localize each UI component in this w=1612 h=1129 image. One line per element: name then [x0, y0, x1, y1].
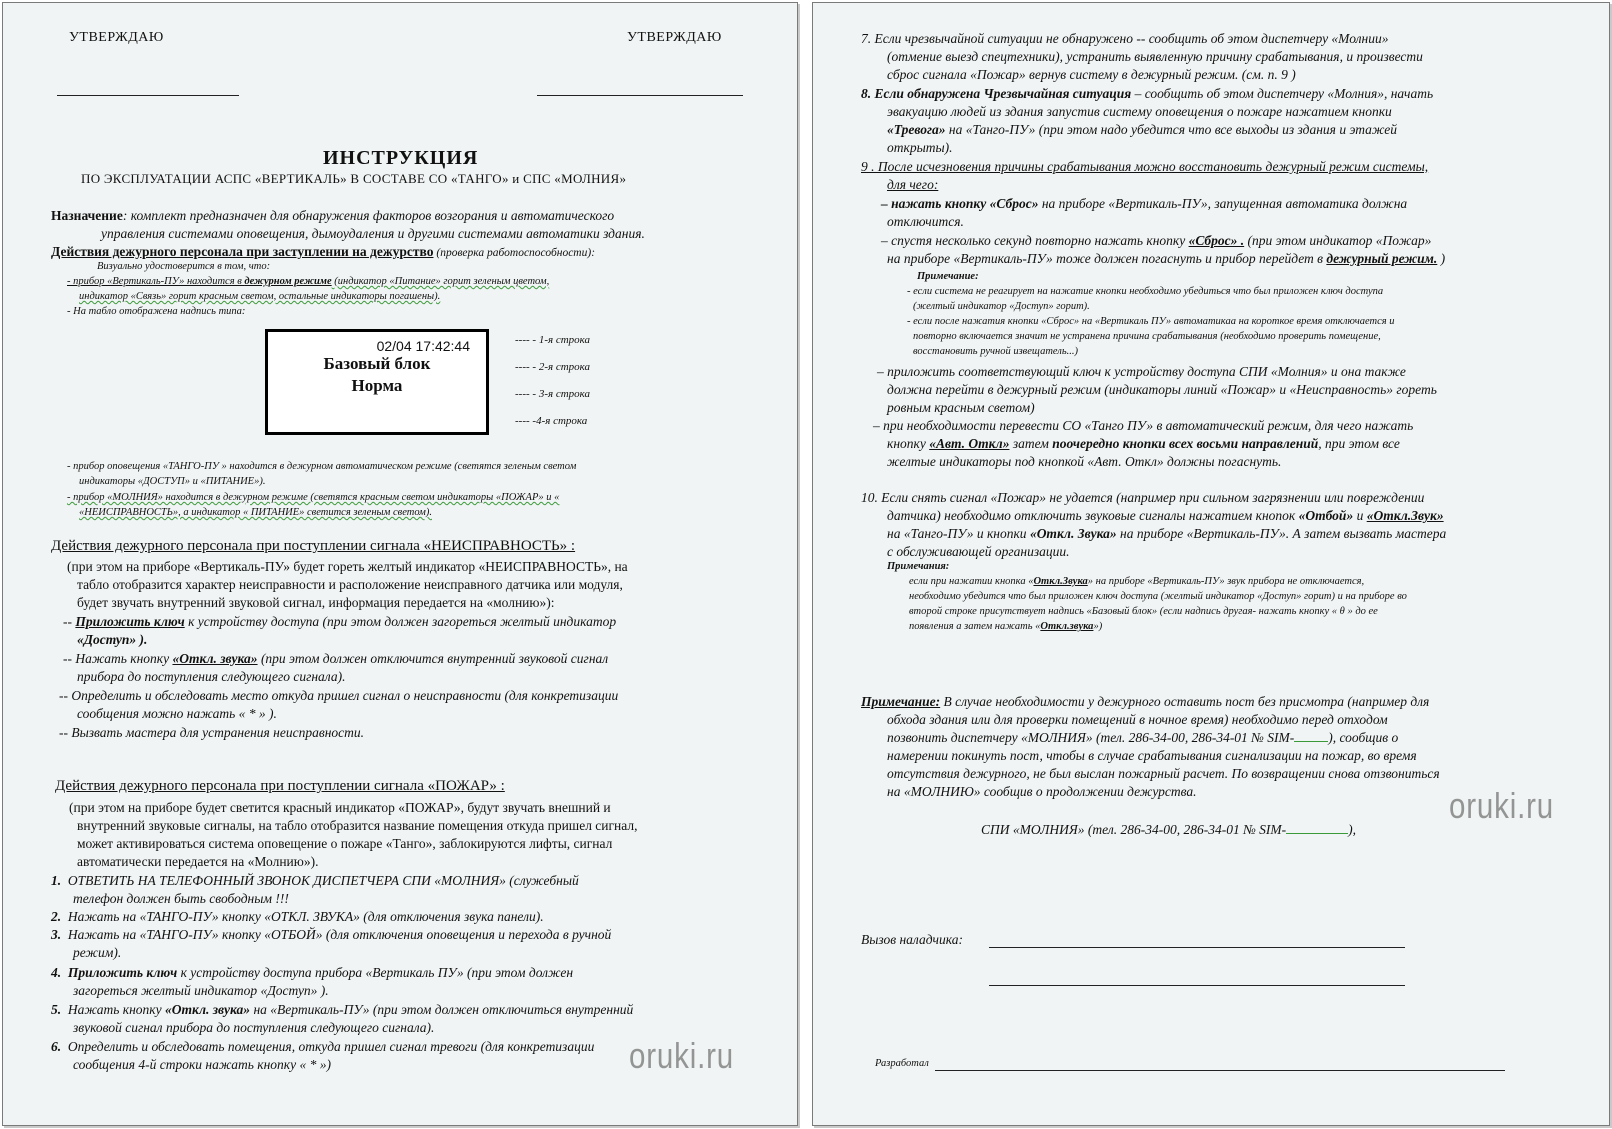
note-1-heading: Примечание:	[917, 271, 979, 282]
reset-step-3b: должна перейти в дежурный режим (индикаторы линий «Пожар» и «Неисправность» гореть	[887, 382, 1437, 397]
fire-heading: Действия дежурного персонала при поступлении сигнала «ПОЖАР» :	[55, 778, 505, 794]
fault-item-3b: сообщения можно нажать « * » ).	[77, 706, 277, 721]
item-8-line-1: 8. Если обнаружена Чрезвычайная ситуация – сообщить об этом диспетчеру «Молния», начать	[861, 86, 1434, 101]
row-label-3: ---- - 3-я строка	[515, 388, 591, 400]
fire-item-6: 6. Определить и обследовать помещения, откуда пришел сигнал тревоги (для конкретизации	[51, 1039, 595, 1054]
reset-step-4: – при необходимости перевести СО «Танго ПУ» в автоматический режим, для чего нажать	[873, 418, 1414, 433]
item-10-line-4: с обслуживающей организации.	[887, 544, 1070, 559]
watermark-left: oruki.ru	[629, 1035, 734, 1076]
fire-item-1b: телефон должен быть свободным !!!	[73, 891, 289, 906]
note-2-heading: Примечания:	[887, 561, 950, 572]
reset-step-3c: ровным красным светом)	[887, 400, 1035, 415]
item-9-line-1: 9 . После исчезновения причины срабатывания можно восстановить дежурный режим системы,	[861, 159, 1429, 174]
reset-step-1: – нажать кнопку «Сброс» на приборе «Вертикаль-ПУ», запущенная автоматика должна	[881, 196, 1408, 211]
reset-step-4b: кнопку «Авт. Откл» затем поочередно кнопки всех восьми направлений, при этом все	[887, 436, 1400, 451]
item-8-line-4: открыты).	[887, 140, 953, 155]
fault-item-1b: «Доступ» ).	[77, 632, 148, 647]
fire-para-1: (при этом на приборе будет светится красный индикатор «ПОЖАР», будут звучать внешний и	[69, 800, 611, 815]
fire-item-5b: звуковой сигнал прибора до поступления следующего сигнала).	[73, 1020, 435, 1035]
item-9-line-2: для чего:	[887, 177, 939, 192]
reset-step-1b: отключится.	[887, 214, 964, 229]
note-2-line-1: если при нажатии кнопка «Откл.Звука» на приборе «Вертикаль-ПУ» звук прибора не отключается,	[909, 576, 1365, 587]
post-note-line-2: обхода здания или для проверки помещений в ночное время) необходимо перед отходом	[887, 712, 1388, 727]
item-10-line-2: датчика) необходимо отключить звуковые сигналы нажатием кнопок «Отбой» и «Откл.Звук»	[887, 508, 1444, 523]
fire-item-1: 1. ОТВЕТИТЬ НА ТЕЛЕФОННЫЙ ЗВОНОК ДИСПЕТЧЕРА СПИ «МОЛНИЯ» (служебный	[51, 873, 579, 888]
fire-para-2: внутренний звуковые сигналы, на табло отобразится название помещения откуда пришел сигнал,	[77, 818, 638, 833]
doc-subtitle: ПО ЭКСПЛУАТАЦИИ АСПС «ВЕРТИКАЛЬ» В СОСТАВЕ СО «ТАНГО» и СПС «МОЛНИЯ»	[81, 171, 627, 186]
item-7-line-2: (отмение выезд спецтехники), устранить выявленную причину срабатывания, и произвести	[887, 49, 1423, 64]
fire-item-4b: загореться желтый индикатор «Доступ» ).	[73, 983, 329, 998]
adjuster-line-1	[989, 947, 1405, 948]
row-label-1: ---- - 1-я строка	[515, 334, 591, 346]
tango-status-1: - прибор оповещения «ТАНГО-ПУ » находится в дежурном автоматическом режиме (светятся зеленым светом	[67, 461, 577, 472]
note-1-line-5: восстановить ручной извещатель...)	[913, 346, 1079, 357]
item-8-line-2: эвакуацию людей из здания запустив систему оповещения о пожаре нажатием кнопки	[887, 104, 1392, 119]
reset-step-3: – приложить соответствующий ключ к устройству доступа СПИ «Молния» и она также	[877, 364, 1406, 379]
post-note-line-5: отсутствия дежурного, не был выслан пожарный расчет. По возвращении снова отзвониться	[887, 766, 1440, 781]
display-line-3: Норма	[351, 376, 403, 395]
row-label-4: ---- -4-я строка	[515, 415, 588, 427]
approve-left: УТВЕРЖДАЮ	[69, 30, 164, 45]
adjuster-line-2	[989, 985, 1405, 986]
fault-item-2: -- Нажать кнопку «Откл. звука» (при этом должен отключится внутренний звуковой сигнал	[63, 651, 609, 666]
post-note-line-3: позвонить диспетчеру «МОЛНИЯ» (тел. 286-34-00, 286-34-01 № SIM- ), сообщив о	[887, 730, 1399, 745]
fire-item-2: 2. Нажать на «ТАНГО-ПУ» кнопку «ОТКЛ. ЗВУКА» (для отключения звука панели).	[51, 909, 544, 924]
left-page	[2, 2, 798, 1126]
doc-title: ИНСТРУКЦИЯ	[323, 147, 479, 169]
duty-heading: Действия дежурного персонала при заступлении на дежурство (проверка работоспособности):	[51, 244, 596, 259]
fault-heading: Действия дежурного персонала при поступлении сигнала «НЕИСПРАВНОСТЬ» :	[51, 538, 576, 554]
post-note-line-6: на «МОЛНИЮ» сообщив о продолжении дежурства.	[887, 784, 1197, 799]
panel-display	[265, 329, 489, 435]
tango-status-2: индикаторы «ДОСТУП» и «ПИТАНИЕ»).	[79, 476, 266, 487]
fire-para-4: автоматически передается на «Молнию»).	[77, 854, 319, 869]
fault-item-2b: прибора до поступления следующего сигнала).	[77, 669, 346, 684]
fault-item-3: -- Определить и обследовать место откуда пришел сигнал о неисправности (для конкретизации	[59, 688, 619, 703]
molnia-status-2: «НЕИСПРАВНОСТЬ», а индикатор « ПИТАНИЕ» светится зеленым светом).	[79, 507, 432, 518]
fire-item-6b: сообщения 4-й строки нажать кнопку « * »)	[73, 1057, 331, 1072]
item-8-line-3: «Тревога» на «Танго-ПУ» (при этом надо убедится что все выходы из здания и этажей	[887, 122, 1397, 137]
purpose-line-2: управления системами оповещения, дымоудаления и другими системами автоматики здания.	[101, 226, 645, 241]
item-7-line-1: 7. Если чрезвычайной ситуации не обнаружено -- сообщить об этом диспетчеру «Молнии»	[861, 31, 1389, 46]
fire-item-4: 4. Приложить ключ к устройству доступа прибора «Вертикаль ПУ» (при этом должен	[51, 965, 574, 980]
note-1-line-4: повторно включается значит не устранена причина срабатывания (необходимо проверить помещение,	[913, 331, 1381, 342]
fault-para-2: табло отобразится характер неисправности и расположение неисправного датчика или модуля,	[77, 577, 623, 592]
reset-step-2: – спустя несколько секунд повторно нажать кнопку «Сброс» . (при этом индикатор «Пожар»	[881, 233, 1432, 248]
fault-item-1: -- Приложить ключ к устройству доступа (при этом должен загореться желтый индикатор	[63, 614, 617, 629]
fire-para-3: может активироваться система оповещение о пожаре «Танго», заблокируются лифты, сигнал	[77, 836, 613, 851]
post-note-line-1: Примечание: В случае необходимости у дежурного оставить пост без присмотра (например для	[861, 694, 1430, 709]
note-2-line-4: появления а затем нажать «Откл.звука»)	[909, 621, 1103, 632]
display-datetime: 02/04 17:42:44	[376, 338, 470, 354]
item-10-line-3: на «Танго-ПУ» и кнопки «Откл. Звука» на приборе «Вертикаль-ПУ». А затем вызвать мастера	[887, 526, 1447, 541]
item-10-line-1: 10. Если снять сигнал «Пожар» не удается (например при сильном загрязнении или повреждении	[861, 490, 1425, 505]
note-1-line-2: (желтый индикатор «Доступ» горит).	[913, 301, 1090, 312]
developed-label: Разработал	[875, 1058, 929, 1069]
check-vertical-2: индикатор «Связь» горит красным светом, остальные индикаторы погашены).	[79, 291, 441, 302]
developed-line	[935, 1070, 1505, 1071]
visual-check-intro: Визуально удостоверится в том, что:	[97, 261, 271, 272]
signature-line-left	[57, 95, 239, 96]
post-note-line-4: намерении покинуть пост, чтобы в случае срабатывания сигнализации на пожар, во время	[887, 748, 1417, 763]
check-vertical-1: - прибор «Вертикаль-ПУ» находится в дежурном режиме (индикатор «Питание» горит зеленым цветом,	[67, 276, 550, 287]
fire-item-3b: режим).	[73, 945, 122, 960]
fire-item-5: 5. Нажать кнопку «Откл. звука» на «Вертикаль-ПУ» (при этом должен отключиться внутренний	[51, 1002, 634, 1017]
check-display: - На табло отображена надпись типа:	[67, 306, 246, 317]
spi-contact: СПИ «МОЛНИЯ» (тел. 286-34-00, 286-34-01 № SIM- ),	[981, 822, 1357, 837]
molnia-status-1: - прибор «МОЛНИЯ» находится в дежурном режиме (светятся красным светом индикаторы «ПОЖАР» и «	[67, 492, 560, 503]
adjuster-label: Вызов наладчика:	[861, 932, 963, 947]
approve-right: УТВЕРЖДАЮ	[627, 30, 722, 45]
fault-item-4: -- Вызвать мастера для устранения неисправности.	[59, 725, 365, 740]
item-7-line-3: сброс сигнала «Пожар» вернув систему в дежурный режим. (см. п. 9 )	[887, 67, 1296, 82]
purpose-line-1: Назначение: комплект предназначен для обнаружения факторов возгорания и автоматического	[51, 208, 615, 223]
fire-item-3: 3. Нажать на «ТАНГО-ПУ» кнопку «ОТБОЙ» (для отключения оповещения и перехода в ручной	[51, 927, 612, 942]
right-page	[812, 2, 1610, 1126]
row-label-2: ---- - 2-я строка	[515, 361, 591, 373]
note-2-line-2: необходимо убедится что был приложен ключ доступа (желтый индикатор «Доступ» горит) и на приборе во	[909, 591, 1407, 602]
display-line-2: Базовый блок	[323, 354, 431, 373]
reset-step-4c: желтые индикаторы под кнопкой «Авт. Откл» должны погаснуть.	[887, 454, 1282, 469]
watermark-right: oruki.ru	[1449, 785, 1554, 826]
fault-para-1: (при этом на приборе «Вертикаль-ПУ» будет гореть желтый индикатор «НЕИСПРАВНОСТЬ», на	[67, 559, 628, 574]
note-1-line-1: - если система не реагирует на нажатие кнопки необходимо убедиться что был приложен ключ доступа	[907, 286, 1384, 297]
fault-para-3: будет звучать внутренний звуковой сигнал, информация передается на «молнию»):	[77, 595, 555, 610]
note-2-line-3: второй строке присутствует надпись «Базовый блок» (если надпись другая- нажать кнопку « θ » до ее	[909, 606, 1378, 617]
note-1-line-3: - если после нажатия кнопки «Сброс» на «Вертикаль ПУ» автоматикаа на короткое время отключается и	[907, 316, 1395, 327]
signature-line-right	[537, 95, 743, 96]
reset-step-2b: на приборе «Вертикаль-ПУ» тоже должен погаснуть и прибор перейдет в дежурный режим. )	[887, 251, 1446, 266]
